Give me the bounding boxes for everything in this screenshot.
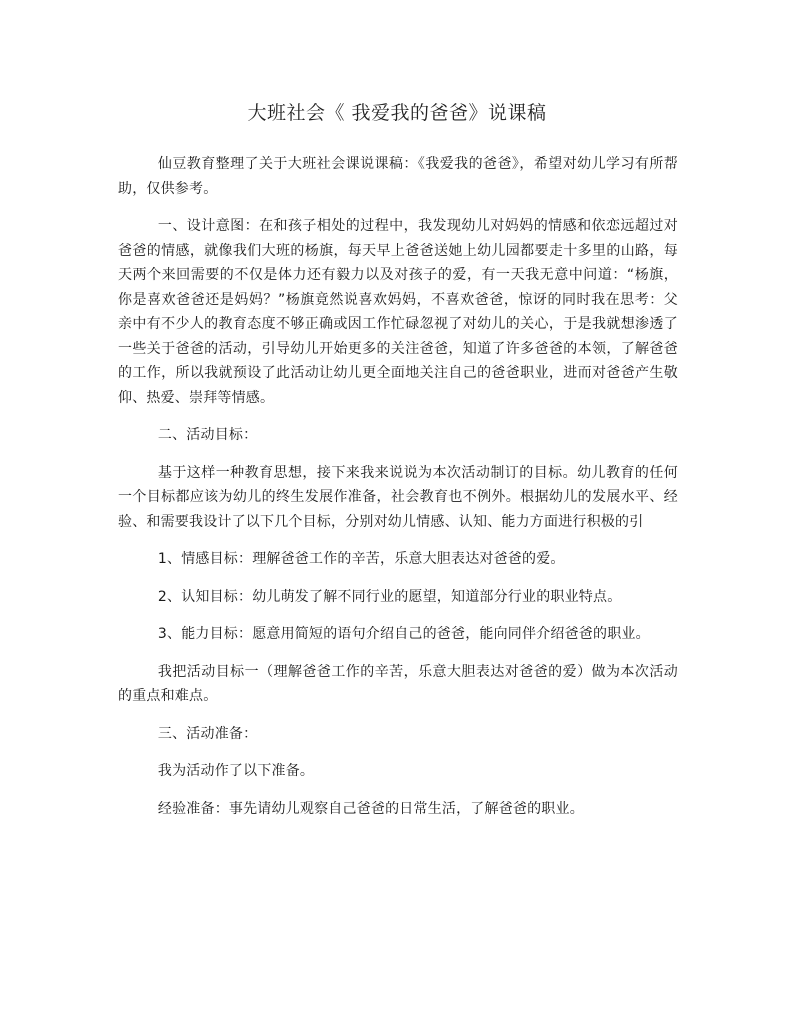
section-heading-preparation: 三、活动准备： [157,725,258,742]
document-title: 大班社会《 我爱我的爸爸》说课稿 [247,102,547,124]
design-intent-paragraph: 一、设计意图：在和孩子相处的过程中，我发现幼儿对妈妈的情感和依恋远超过对爸爸的情感，就像我们大班的杨旗，每天早上爸爸送她上幼儿园都要走十多里的山路，每天两个来回需要的不仅是体力还有毅力以及对孩子的爱，有一天我无意中问道：“杨旗，你是喜欢爸爸还是妈妈？”杨旗竟然说喜欢妈妈，不喜欢爸爸，惊讶的同时我在思考：父亲中有不少人的教育态度不够正确或因工作忙碌忽视了对幼儿的关心，于是我就想渗透了一些关于爸爸的活动，引导幼儿开始更多的关注爸爸，知道了许多爸爸的本领，了解爸爸的工作，所以我就预设了此活动让幼儿更全面地关注自己的爸爸职业，进而对爸爸产生敬仰、热爱、崇拜等情感。 [118,218,678,406]
goal-item-ability: 3、能力目标：愿意用简短的语句介绍自己的爸爸，能向同伴介绍爸爸的职业。 [157,626,650,642]
experience-preparation-paragraph: 经验准备：事先请幼儿观察自己爸爸的日常生活，了解爸爸的职业。 [157,800,584,817]
intro-paragraph: 仙豆教育整理了关于大班社会课说课稿：《我爱我的爸爸》，希望对幼儿学习有所帮助，仅供参考。 [118,156,678,197]
preparation-paragraph: 我为活动作了以下准备。 [157,763,315,779]
goal-item-cognition: 2、认知目标：幼儿萌发了解不同行业的愿望，知道部分行业的职业特点。 [157,588,622,605]
document-body [118,152,678,834]
goals-paragraph: 基于这样一种教育思想，接下来我来说说为本次活动制订的目标。幼儿教育的任何一个目标都应该为幼儿的终生发展作准备，社会教育也不例外。根据幼儿的发展水平、经验、和需要我设计了以下几个目标，分别对幼儿情感、认知、能力方面进行积极的引 [118,464,678,530]
goal-item-emotion: 1、情感目标：理解爸爸工作的辛苦，乐意大胆表达对爸爸的爱。 [157,551,565,567]
key-points-paragraph: 我把活动目标一（理解爸爸工作的辛苦，乐意大胆表达对爸爸的爱）做为本次活动的重点和难点。 [118,663,678,704]
section-heading-goals: 二、活动目标： [157,427,258,443]
